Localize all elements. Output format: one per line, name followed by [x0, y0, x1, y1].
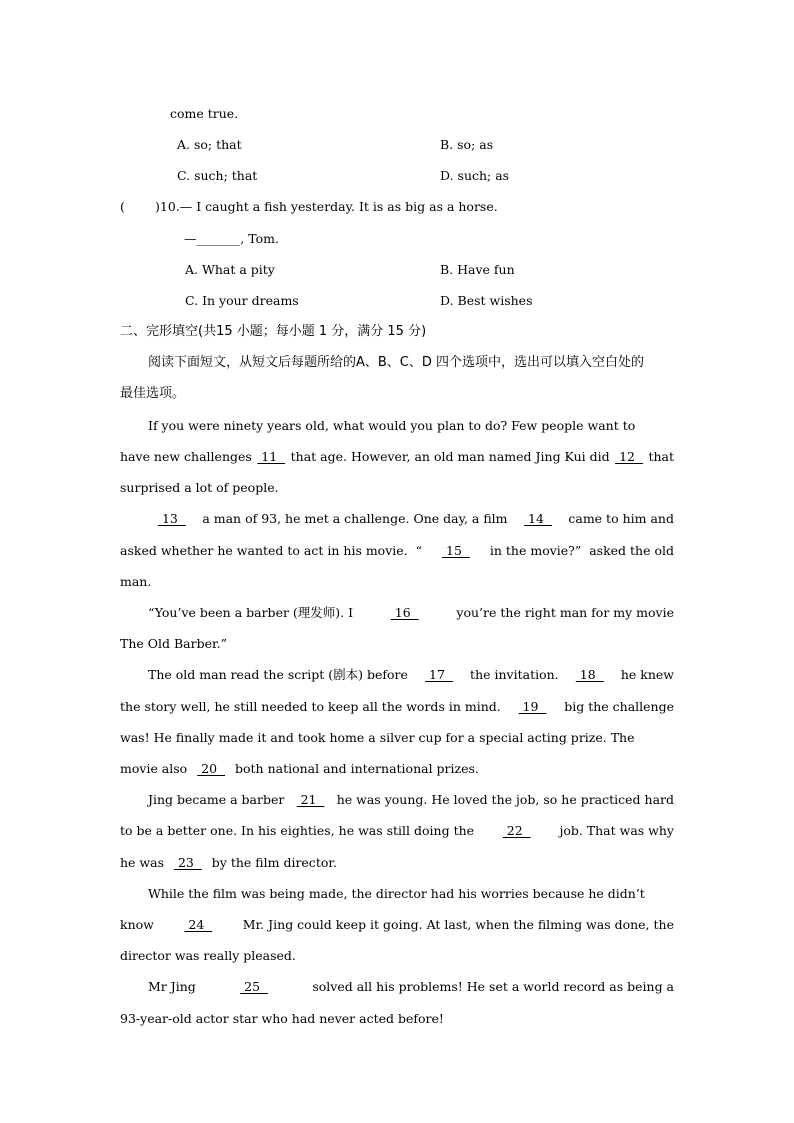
- passage-p4-line1: [148, 667, 674, 683]
- q10-reply-blank: _______: [196, 231, 241, 246]
- passage-text: the invitation.: [470, 667, 559, 682]
- passage-p3-line2: The Old Barber.”: [120, 636, 227, 651]
- passage-p1-line3: surprised a lot of people.: [120, 480, 279, 495]
- passage-p4-line4: [120, 761, 479, 777]
- q10-option-b: B. Have fun: [440, 262, 515, 277]
- passage-text: a man of 93, he met a challenge. One day, a film: [202, 511, 508, 526]
- blank-15: 15: [442, 543, 470, 558]
- q9-option-a: A. so; that: [177, 137, 242, 152]
- q10-number: )10.: [155, 199, 180, 214]
- section-instruction-line1: 阅读下面短文，从短文后每题所给的A、B、C、D 四个选项中，选出可以填入空白处的: [148, 355, 645, 370]
- passage-text: you’re the right man for my movie: [456, 605, 674, 620]
- q9-option-b: B. so; as: [440, 137, 494, 152]
- passage-text: the story well, he still needed to keep all the words in mind.: [120, 699, 501, 714]
- passage-text: have new challenges: [120, 449, 252, 464]
- blank-18: 18: [575, 667, 604, 682]
- passage-p3-line1: [148, 605, 674, 621]
- passage-p5-line1: [148, 792, 674, 808]
- blank-21: 21: [296, 792, 325, 807]
- passage-p1-line1: [148, 418, 674, 434]
- passage-text: movie also: [120, 761, 188, 776]
- passage-text: he was young. He loved the job, so he practiced hard: [336, 792, 674, 807]
- passage-text: both national and international prizes.: [235, 761, 479, 776]
- blank-17: 17: [425, 667, 453, 682]
- blank-24: 24: [184, 917, 213, 932]
- q9-option-c: C. such; that: [177, 168, 258, 183]
- passage-p1-line2: [120, 449, 674, 465]
- blank-13: 13: [158, 511, 186, 526]
- passage-p2-line1: [158, 511, 674, 527]
- passage-text: he was: [120, 855, 164, 870]
- passage-text: solved all his problems! He set a world record as being a: [312, 979, 674, 994]
- passage-p4-line3: was! He finally made it and took home a silver cup for a special acting prize. The: [120, 730, 635, 745]
- q10-option-d: D. Best wishes: [440, 293, 533, 308]
- passage-text: If you were ninety years old, what would you plan to do? Few people want to: [148, 418, 636, 433]
- blank-12: 12: [615, 449, 643, 464]
- passage-text: While the film was being made, the director had his worries because he didn’t: [148, 886, 645, 901]
- passage-text: came to him and: [568, 511, 674, 526]
- blank-11: 11: [257, 449, 286, 464]
- passage-text: in the movie?” asked the old: [489, 543, 674, 558]
- passage-text: job. That was why: [559, 823, 674, 838]
- q10-stem-text: — I caught a fish yesterday. It is as big as a horse.: [179, 199, 498, 214]
- passage-p7-line1: [148, 979, 674, 995]
- passage-text: know: [120, 917, 154, 932]
- blank-20: 20: [197, 761, 226, 776]
- passage-p7-line2: 93-year-old actor star who had never acted before!: [120, 1011, 444, 1026]
- q10-reply-dash: —: [184, 231, 197, 246]
- q9-option-d: D. such; as: [440, 168, 510, 183]
- passage-p6-line1: [148, 886, 674, 902]
- passage-p5-line2: [120, 823, 674, 839]
- passage-text: to be a better one. In his eighties, he was still doing the: [120, 823, 475, 838]
- q10-answer-paren-open: (: [120, 199, 125, 214]
- passage-text: that: [648, 449, 674, 464]
- passage-text: asked whether he wanted to act in his movie. “: [120, 543, 422, 558]
- blank-25: 25: [240, 979, 268, 994]
- passage-text: Mr Jing: [148, 979, 196, 994]
- q10-option-a: A. What a pity: [185, 262, 275, 277]
- passage-p6-line2: [120, 917, 674, 933]
- passage-p5-line3: [120, 855, 337, 871]
- passage-text: he knew: [620, 667, 674, 682]
- passage-text: big the challenge: [564, 699, 674, 714]
- passage-text: “You’ve been a barber (理发师). I: [148, 605, 354, 620]
- passage-text: Mr. Jing could keep it going. At last, when the filming was done, the: [242, 917, 674, 932]
- blank-23: 23: [173, 855, 202, 870]
- passage-text: that age. However, an old man named Jing Kui did: [290, 449, 610, 464]
- blank-14: 14: [524, 511, 552, 526]
- section-heading: 二、完形填空(共15 小题；每小题 1 分，满分 15 分): [120, 324, 427, 339]
- q10-stem: [155, 199, 498, 215]
- blank-22: 22: [502, 823, 531, 838]
- q10-reply-tail: , Tom.: [240, 231, 279, 246]
- passage-p6-line3: director was really pleased.: [120, 948, 296, 963]
- passage-text: The old man read the script (剧本) before: [148, 667, 408, 682]
- blank-19: 19: [518, 699, 547, 714]
- blank-16: 16: [390, 605, 419, 620]
- q9-stem-tail: come true.: [170, 106, 239, 121]
- section-instruction-line2: 最佳选项。: [120, 386, 186, 401]
- q10-option-c: C. In your dreams: [185, 293, 299, 308]
- passage-p2-line2: [120, 543, 674, 559]
- passage-text: by the film director.: [211, 855, 337, 870]
- passage-p2-line3: man.: [120, 574, 152, 589]
- passage-p4-line2: [120, 699, 674, 715]
- passage-text: Jing became a barber: [148, 792, 285, 807]
- q10-reply: [184, 231, 279, 247]
